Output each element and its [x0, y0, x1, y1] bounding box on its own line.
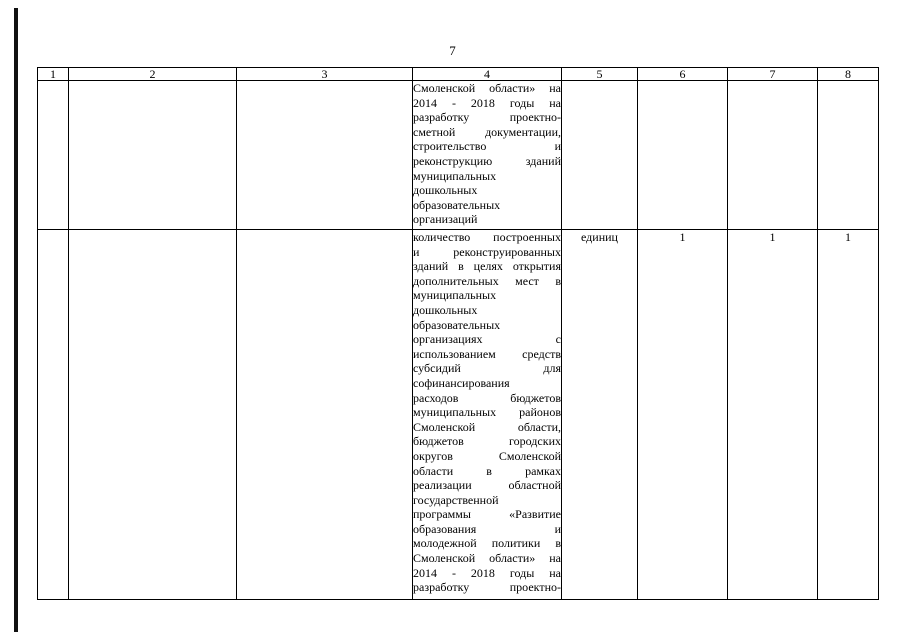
text-line: использованием средств [413, 346, 561, 361]
value-cell-col-7: 1 [728, 230, 818, 600]
document-table [37, 67, 879, 600]
text-line: организациях с [413, 332, 561, 347]
header-col-7: 7 [728, 68, 818, 81]
text-line: Смоленской области» на [413, 81, 561, 95]
header-col-5: 5 [562, 68, 638, 81]
text-line: Смоленской области, [413, 419, 561, 434]
text-line: и реконструированных [413, 244, 561, 259]
text-line: зданий в целях открытия [413, 259, 561, 274]
value-cell-col-8: 1 [818, 230, 879, 600]
header-col-8: 8 [818, 68, 879, 81]
text-line: субсидий для [413, 361, 561, 376]
header-col-3: 3 [237, 68, 413, 81]
text-line: реконструкцию зданий [413, 153, 561, 168]
text-line: муниципальных [413, 288, 497, 303]
indicator-text-cell [413, 230, 562, 600]
text-line: дошкольных [413, 302, 478, 317]
cell-col-2 [69, 230, 237, 600]
text-line: Смоленской области» на [413, 551, 561, 566]
scan-edge-bar [14, 8, 18, 632]
text-line: строительство и [413, 139, 561, 154]
text-line: софинансирования [413, 375, 510, 390]
text-line: образования и [413, 521, 561, 536]
cell-col-3 [237, 81, 413, 230]
text-line: дошкольных [413, 183, 478, 198]
page-number: 7 [449, 43, 456, 58]
text-line: области в рамках [413, 463, 561, 478]
text-line: организаций [413, 212, 478, 227]
cell-col-3 [237, 230, 413, 600]
indicator-text-cell [413, 81, 562, 230]
text-line: муниципальных районов [413, 405, 561, 420]
table-row [38, 230, 879, 600]
unit-cell: единиц [562, 230, 638, 600]
value-cell-col-6: 1 [638, 230, 728, 600]
table-row [38, 81, 879, 230]
text-line: 2014 - 2018 годы на [413, 565, 561, 580]
cell-col-5 [562, 81, 638, 230]
header-col-4: 4 [413, 68, 562, 81]
header-col-2: 2 [69, 68, 237, 81]
cell-col-1 [38, 230, 69, 600]
text-line: дополнительных мест в [413, 273, 561, 288]
header-col-6: 6 [638, 68, 728, 81]
text-line: программы «Развитие [413, 507, 561, 522]
text-line: государственной [413, 492, 499, 507]
cell-col-8 [818, 81, 879, 230]
cell-col-7 [728, 81, 818, 230]
text-line: сметной документации, [413, 124, 561, 139]
cell-col-2 [69, 81, 237, 230]
text-line: разработку проектно- [413, 110, 561, 125]
cell-col-1 [38, 81, 69, 230]
text-line: расходов бюджетов [413, 390, 561, 405]
cell-col-6 [638, 81, 728, 230]
text-line: муниципальных [413, 168, 497, 183]
text-line: образовательных [413, 197, 501, 212]
text-line: бюджетов городских [413, 434, 561, 449]
text-line: 2014 - 2018 годы на [413, 95, 561, 110]
text-line: разработку проектно- [413, 580, 561, 595]
text-line: количество построенных [413, 230, 561, 244]
text-line: округов Смоленской [413, 448, 561, 463]
text-line: реализации областной [413, 478, 561, 493]
table-header-row [38, 68, 879, 81]
text-line: образовательных [413, 317, 501, 332]
header-col-1: 1 [38, 68, 69, 81]
text-line: молодежной политики в [413, 536, 561, 551]
